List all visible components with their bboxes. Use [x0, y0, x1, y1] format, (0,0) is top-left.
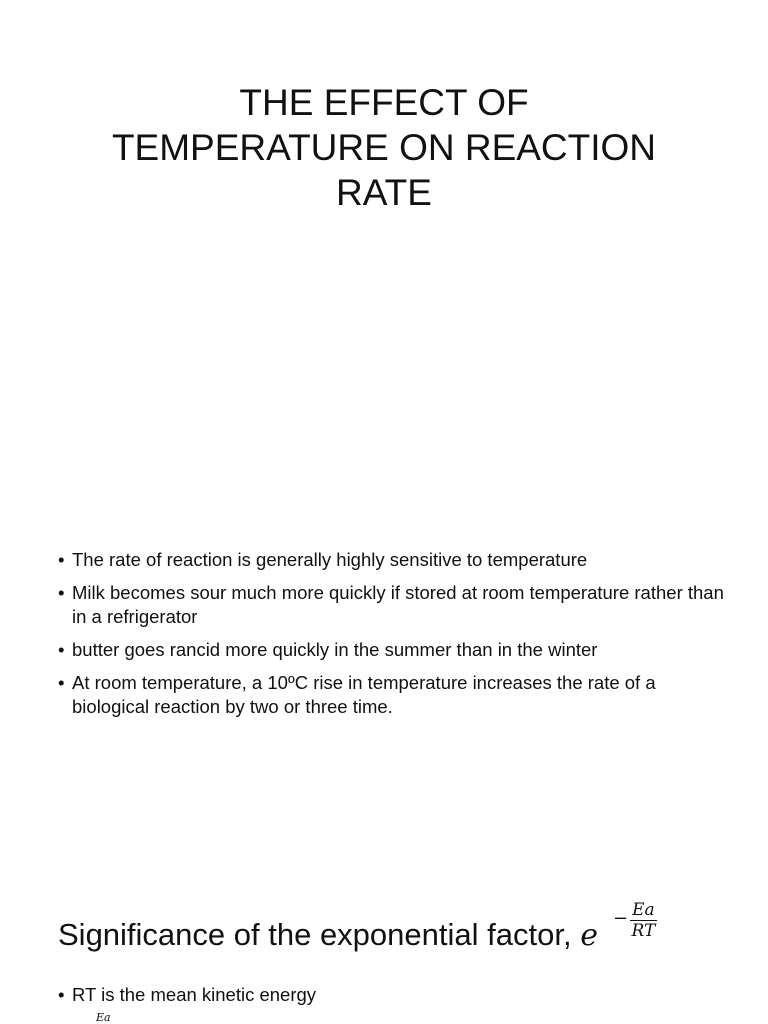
bullet-glyph: •: [58, 672, 65, 693]
title-line-2: TEMPERATURE ON REACTION: [111, 127, 657, 168]
list-item: [56, 548, 736, 572]
formula-denominator: RT: [631, 921, 656, 941]
bullet-glyph: •: [58, 984, 65, 1005]
formula-exponent: [613, 900, 657, 941]
bullet-text: Milk becomes sour much more quickly if stored at room temperature rather than in a refrigerator: [72, 582, 724, 627]
bullet-glyph: •: [58, 639, 65, 660]
bullet-list: [56, 548, 736, 728]
formula-numerator: Ea: [632, 900, 655, 920]
list-item: [56, 638, 736, 662]
slide-title: [84, 80, 684, 215]
formula-base: e: [580, 918, 598, 953]
bullet-glyph: •: [58, 549, 65, 570]
list-item: [56, 581, 736, 629]
section-heading: [58, 915, 598, 956]
cut-off-formula-fragment: Ea: [96, 1011, 111, 1024]
formula-fraction: [630, 900, 657, 941]
list-item: [56, 671, 736, 719]
title-line-1: THE EFFECT OF: [239, 82, 529, 123]
bullet-glyph: •: [58, 582, 65, 603]
title-line-3: RATE: [336, 172, 432, 213]
formula-sign: −: [613, 908, 629, 929]
bullet-text: The rate of reaction is generally highly sensitive to temperature: [72, 549, 588, 570]
bottom-bullet-text: RT is the mean kinetic energy: [72, 984, 317, 1005]
bullet-text: butter goes rancid more quickly in the summer than in the winter: [72, 639, 598, 660]
bottom-list-item: [56, 983, 316, 1007]
bullet-text: At room temperature, a 10ºC rise in temperature increases the rate of a biological reaction by two or three time.: [72, 672, 656, 717]
section-heading-text: Significance of the exponential factor,: [58, 917, 572, 952]
